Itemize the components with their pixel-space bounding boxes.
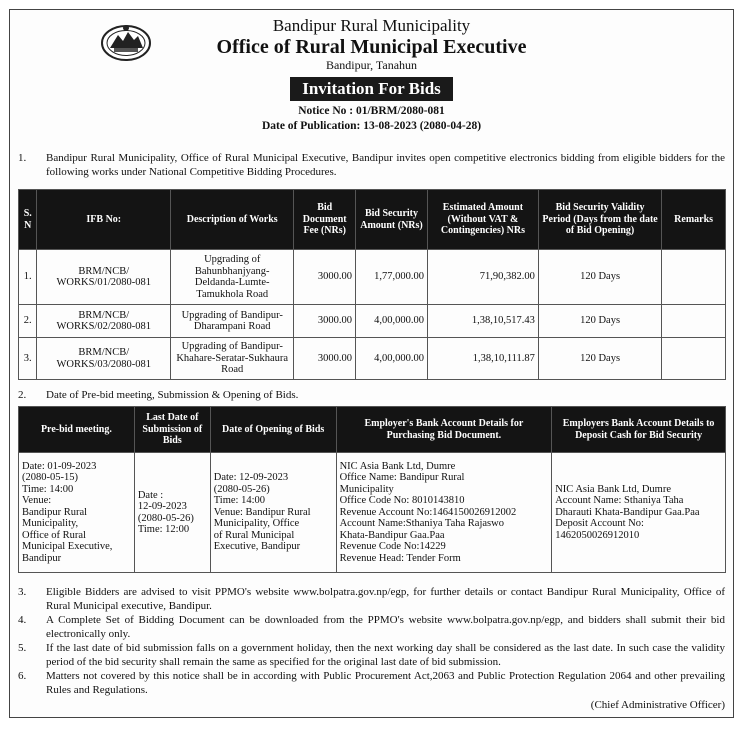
paragraph-text: Matters not covered by this notice shall be in according with Public Procurement Act,2063 and Public Protection Regulation 2064 and other prevailing Rules and Regulations. <box>46 670 725 696</box>
col-header: S. N <box>19 190 37 250</box>
paragraph-text: A Complete Set of Bidding Document can be downloaded from the PPMO's website www.bolpatra.gov.np/egp, and bidders shall submit their bid electronically only. <box>46 614 725 640</box>
paragraph-number: 4. <box>18 614 27 626</box>
letterhead <box>10 16 733 134</box>
prebid-line: Municipality, <box>22 518 79 530</box>
opening-line: Date: 12-09-2023 <box>213 472 289 484</box>
prebid-line: (2080-05-15) <box>22 472 78 484</box>
paragraph-number: 1. <box>18 152 27 164</box>
prebid-line: Date: 01-09-2023 <box>22 460 97 472</box>
cell-estimate: 1,38,10,517.43 <box>427 305 538 338</box>
cell-security: 4,00,000.00 <box>356 305 428 338</box>
submission-line: (2080-05-26) <box>137 512 194 524</box>
col-header: Employers Bank Account Details to Deposit Cash for Bid Security <box>552 407 726 453</box>
opening-line: of Rural Municipal <box>213 529 295 541</box>
paragraph-number: 2. <box>18 389 27 401</box>
purchase-line: Revenue Head: Tender Form <box>339 552 461 564</box>
prebid-line: Bandipur <box>22 552 62 564</box>
cell-validity: 120 Days <box>538 338 661 380</box>
cell-sn: 3. <box>19 338 37 380</box>
notice-title: Invitation For Bids <box>290 77 453 101</box>
submission-line: Time: 12:00 <box>137 524 190 535</box>
municipality-name: Bandipur Rural Municipality <box>272 16 471 35</box>
opening-line: Venue: Bandipur Rural <box>213 506 311 518</box>
purchase-line: NIC Asia Bank Ltd, Dumre <box>339 460 456 472</box>
opening-line: Time: 14:00 <box>213 495 266 507</box>
opening-line: (2080-05-26) <box>213 483 270 495</box>
col-header: Employer's Bank Account Details for Purchasing Bid Document. <box>336 407 552 453</box>
cell-fee: 3000.00 <box>294 305 356 338</box>
paragraph-number: 3. <box>18 586 27 598</box>
col-header: Last Date of Submission of Bids <box>134 407 210 453</box>
col-header: Description of Works <box>171 190 294 250</box>
deposit-line: Dharauti Khata-Bandipur Gaa.Paa <box>555 506 700 518</box>
opening-line: Executive, Bandipur <box>213 541 301 553</box>
paragraph-4 <box>18 614 725 641</box>
submission-line: Date : <box>137 489 164 501</box>
paragraph-number: 6. <box>18 670 27 682</box>
cell-fee: 3000.00 <box>294 250 356 305</box>
purchase-line: Municipality <box>339 483 394 495</box>
purchase-line: Revenue Code No:14229 <box>339 541 446 553</box>
cell-description: Upgrading of Bandipur-Khahare-Seratar-Sukhaura Road <box>171 338 294 380</box>
office-location: Bandipur, Tanahun <box>325 58 418 72</box>
cell-sn: 2. <box>19 305 37 338</box>
purchase-line: Office Code No: 8010143810 <box>339 495 465 507</box>
table-row <box>19 250 726 305</box>
cell-security: 1,77,000.00 <box>356 250 428 305</box>
cell-submission <box>134 453 210 573</box>
works-table <box>18 189 726 380</box>
cell-purchase-account <box>336 453 552 573</box>
cell-ifb: BRM/NCB/ WORKS/03/2080-081 <box>37 338 171 380</box>
col-header: Bid Security Validity Period (Days from the date of Bid Opening) <box>538 190 661 250</box>
cell-remarks <box>662 305 726 338</box>
paragraph-1 <box>18 152 725 179</box>
cell-security: 4,00,000.00 <box>356 338 428 380</box>
prebid-line: Bandipur Rural <box>22 506 88 518</box>
cell-validity: 120 Days <box>538 250 661 305</box>
table-row <box>19 305 726 338</box>
cell-deposit-account <box>552 453 726 573</box>
prebid-line: Venue: <box>22 495 52 507</box>
cell-estimate: 71,90,382.00 <box>427 250 538 305</box>
prebid-line: Office of Rural <box>22 529 86 541</box>
cell-fee: 3000.00 <box>294 338 356 380</box>
paragraph-text: If the last date of bid submission falls on a government holiday, then the next working day shall be considered as the last date. In such case the validity period of the bid security shall remain the same as specified for the original last date of bid submission. <box>46 642 725 668</box>
col-header: Bid Security Amount (NRs) <box>356 190 428 250</box>
prebid-line: Municipal Executive, <box>22 541 113 553</box>
col-header: Pre-bid meeting. <box>19 407 135 453</box>
cell-ifb: BRM/NCB/ WORKS/02/2080-081 <box>37 305 171 338</box>
paragraph-3 <box>18 586 725 613</box>
cell-opening <box>210 453 336 573</box>
table-row <box>19 338 726 380</box>
paragraph-text: Eligible Bidders are advised to visit PPMO's website www.bolpatra.gov.np/egp, for further details or contact Bandipur Rural Municipality, Office of Rural Municipal executive, Bandipur. <box>46 586 725 612</box>
paragraph-text: Date of Pre-bid meeting, Submission & Opening of Bids. <box>46 389 299 401</box>
purchase-line: Khata-Bandipur Gaa.Paa <box>339 529 445 541</box>
purchase-line: Account Name:Sthaniya Taha Rajaswo <box>339 518 504 530</box>
deposit-line: Deposit Account No: <box>555 518 644 530</box>
deposit-line: Account Name: Sthaniya Taha <box>555 495 684 507</box>
cell-description: Upgrading of Bahunbhanjyang-Deldanda-Lumte-Tamukhola Road <box>171 250 294 305</box>
col-header: IFB No: <box>37 190 171 250</box>
paragraph-2 <box>18 389 725 403</box>
schedule-table <box>18 406 726 573</box>
schedule-table-header <box>19 407 726 453</box>
submission-line: 12-09-2023 <box>137 501 187 512</box>
deposit-line: 1462050026912010 <box>555 529 640 541</box>
cell-remarks <box>662 338 726 380</box>
cell-ifb: BRM/NCB/ WORKS/01/2080-081 <box>37 250 171 305</box>
cell-estimate: 1,38,10,111.87 <box>427 338 538 380</box>
col-header: Estimated Amount (Without VAT & Contingencies) NRs <box>427 190 538 250</box>
col-header: Remarks <box>662 190 726 250</box>
col-header: Date of Opening of Bids <box>210 407 336 453</box>
cell-validity: 120 Days <box>538 305 661 338</box>
col-header: Bid Document Fee (NRs) <box>294 190 356 250</box>
publication-date: Date of Publication: 13-08-2023 (2080-04-28) <box>261 120 482 132</box>
notice-number: Notice No : 01/BRM/2080-081 <box>298 105 445 117</box>
paragraph-6 <box>18 670 725 697</box>
paragraph-5 <box>18 642 725 669</box>
cell-prebid <box>19 453 135 573</box>
signature-line: (Chief Administrative Officer) <box>590 699 725 711</box>
deposit-line: NIC Asia Bank Ltd, Dumre <box>555 483 671 495</box>
paragraph-text: Bandipur Rural Municipality, Office of Rural Municipal Executive, Bandipur invites open competitive electronics bidding from eligible bidders for the following works under National Competitive Bidding Procedures. <box>46 152 725 178</box>
purchase-line: Office Name: Bandipur Rural <box>339 472 465 484</box>
notice-page <box>9 9 734 718</box>
prebid-line: Time: 14:00 <box>22 483 74 495</box>
opening-line: Municipality, Office <box>213 518 300 530</box>
cell-sn: 1. <box>19 250 37 305</box>
works-table-header <box>19 190 726 250</box>
table-row <box>19 453 726 573</box>
office-name: Office of Rural Municipal Executive <box>216 36 527 58</box>
cell-remarks <box>662 250 726 305</box>
cell-description: Upgrading of Bandipur-Dharampani Road <box>171 305 294 338</box>
paragraph-number: 5. <box>18 642 27 654</box>
purchase-line: Revenue Account No:1464150026912002 <box>339 506 517 518</box>
